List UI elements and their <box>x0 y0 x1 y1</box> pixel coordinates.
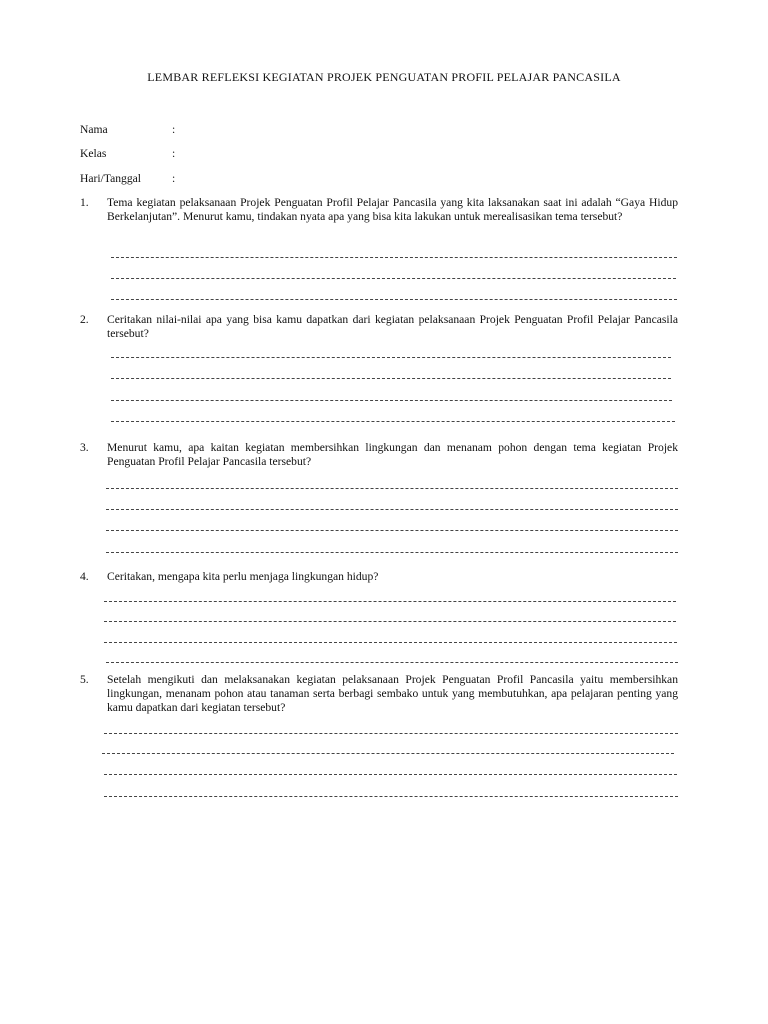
field-colon: : <box>172 172 176 185</box>
question-number: 1. <box>80 196 89 209</box>
answer-line <box>111 400 672 401</box>
question-text: Menurut kamu, apa kaitan kegiatan membersihkan lingkungan dan menanam pohon dengan tema kegiatan Projek Penguatan Profil Pelajar Pancasila tersebut? <box>107 441 678 469</box>
field-label: Kelas <box>80 147 107 160</box>
question-text: Ceritakan, mengapa kita perlu menjaga lingkungan hidup? <box>107 570 379 583</box>
question-text: Setelah mengikuti dan melaksanakan kegiatan pelaksanaan Projek Penguatan Profil Pancasila yaitu membersihkan lingkungan, menanam pohon atau tanaman serta berbagi sembako untuk yang membutuhkan, apa pelajaran penting yang kamu dapatkan dari kegiatan tersebut? <box>107 673 678 715</box>
field-colon: : <box>172 123 176 136</box>
answer-line <box>104 774 677 775</box>
question-number: 3. <box>80 441 89 454</box>
question-text: Ceritakan nilai-nilai apa yang bisa kamu dapatkan dari kegiatan pelaksanaan Projek Penguatan Profil Pelajar Pancasila tersebut? <box>107 313 678 341</box>
answer-line <box>102 753 674 754</box>
answer-line <box>104 796 678 797</box>
field-label: Nama <box>80 123 108 136</box>
answer-line <box>111 421 675 422</box>
answer-line <box>111 357 671 358</box>
answer-line <box>104 621 676 622</box>
answer-line <box>104 733 678 734</box>
answer-line <box>111 299 677 300</box>
answer-line <box>106 662 678 663</box>
question-text: Tema kegiatan pelaksanaan Projek Penguatan Profil Pelajar Pancasila yang kita laksanakan saat ini adalah “Gaya Hidup Berkelanjutan”. Menurut kamu, tindakan nyata apa yang bisa kita lakukan untuk merealisasikan tema tersebut? <box>107 196 678 224</box>
question-number: 4. <box>80 570 89 583</box>
question-number: 5. <box>80 673 89 686</box>
answer-line <box>111 378 671 379</box>
worksheet-title: LEMBAR REFLEKSI KEGIATAN PROJEK PENGUATAN PROFIL PELAJAR PANCASILA <box>147 70 621 84</box>
field-label: Hari/Tanggal <box>80 172 141 185</box>
answer-line <box>106 530 678 531</box>
answer-line <box>106 509 678 510</box>
answer-line <box>104 601 676 602</box>
answer-line <box>104 642 677 643</box>
field-colon: : <box>172 147 176 160</box>
answer-line <box>106 552 678 553</box>
answer-line <box>111 257 677 258</box>
answer-line <box>106 488 678 489</box>
answer-line <box>111 278 676 279</box>
question-number: 2. <box>80 313 89 326</box>
